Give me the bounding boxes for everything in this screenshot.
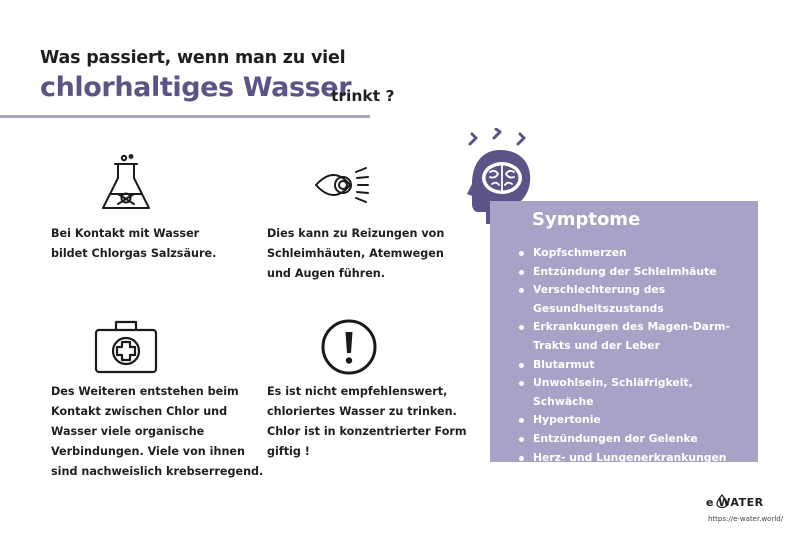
first-aid-kit-icon <box>94 318 158 374</box>
symptoms-title: Symptome <box>532 209 641 230</box>
info-text-3: Des Weiteren entstehen beim Kontakt zwischen Chlor und Wasser viele organische Verbindungen. Viele von ihnen sind nachweislich krebserregend. <box>51 385 264 478</box>
info-text-2: Dies kann zu Reizungen von Schleimhäuten, Atemwegen und Augen führen. <box>267 227 445 280</box>
symptom-item: Hypertonie <box>517 411 752 430</box>
symptom-item: Unwohlsein, Schläfrigkeit, Schwäche <box>517 374 752 411</box>
symptom-item: Herz- und Lungenerkrankungen <box>517 449 752 468</box>
page-title-line1: Was passiert, wenn man zu viel <box>40 48 346 68</box>
symptom-item: Erkrankungen des Magen-Darm-Trakts und der Leber <box>517 318 752 355</box>
symptom-item: Entzündung der Schleimhäute <box>517 263 752 282</box>
ewater-logo <box>706 496 792 528</box>
symptom-item: Kopfschmerzen <box>517 244 752 263</box>
title-underline <box>0 115 370 118</box>
symptom-item: Verschlechterung des Gesundheitszustands <box>517 281 752 318</box>
logo-name: e WATER <box>706 496 764 509</box>
symptoms-list <box>517 244 752 467</box>
info-text-1: Bei Kontakt mit Wasser bildet Chlorgas Salzsäure. <box>51 227 217 260</box>
page-title-suffix: trinkt ? <box>331 87 395 105</box>
page-title: chlorhaltiges Wasser <box>40 72 352 103</box>
logo-url: https://e-water.world/ <box>708 515 784 523</box>
symptom-item: Blutarmut <box>517 356 752 375</box>
symptom-item: Entzündungen der Gelenke <box>517 430 752 449</box>
exclamation-icon <box>320 318 378 376</box>
info-text-4: Es ist nicht empfehlenswert, chloriertes Wasser zu trinken. Chlor ist in konzentrierter Form giftig ! <box>267 385 467 458</box>
flask-skull-icon <box>98 154 154 214</box>
eye-irritation-icon <box>310 160 370 210</box>
